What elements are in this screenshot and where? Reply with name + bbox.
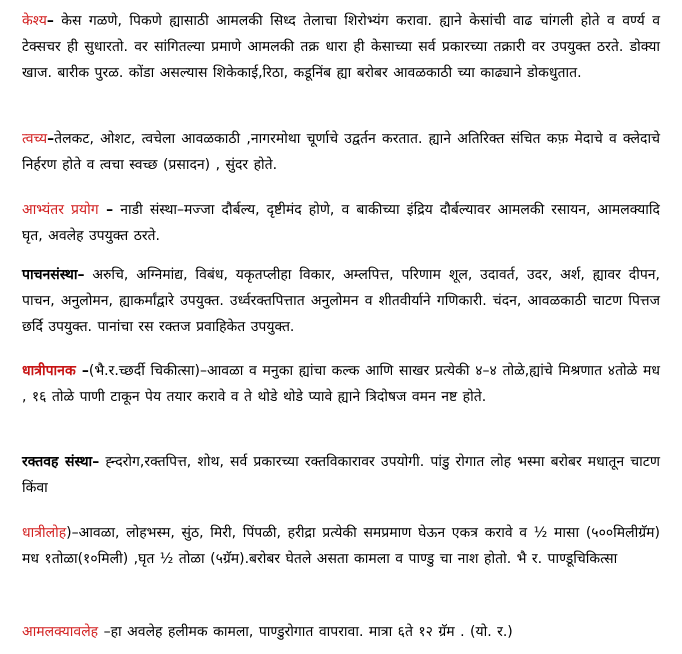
- body-tvachya: तेलकट, ओशट, त्वचेला आवळकाठी ,नागरमोथा चूर्णाचे उद्वर्तन करतात. ह्याने अतिरिक्त संचित कफ़ मेदाचे व क्लेदाचे निर्हरण होते व त्वचा स्वच्छ (प्रसादन) , सुंदर होते.: [22, 131, 660, 173]
- heading-pachan-sanstha: पाचनसंस्था: [22, 267, 78, 283]
- paragraph-pachan-sanstha: [22, 262, 660, 340]
- body-keshya: केस गळणे, पिकणे ह्यासाठी आमलकी सिध्द तेलाचा शिरोभ्यंग करावा. ह्याने केसांची वाढ चांगली होते व वर्ण्य व टेक्सचर ही सुधारतो. वर सांगितल्या प्रमाणे आमलकी तक्र धारा ही केसाच्या सर्व प्रकारच्या तक्रारी वर उपयुक्त ठरते. डोक्या खाज. बारीक पुरळ. कोंडा असल्यास शिकेकाई,रिठा, कडूनिंब ह्या बरोबर आवळकाठी च्या काढ्याने डोकधुतात.: [22, 13, 660, 81]
- heading-tvachya: त्वच्य: [22, 131, 48, 147]
- paragraph-tvachya: [22, 126, 660, 178]
- heading-raktavah-sanstha: रक्तवह संस्था: [22, 454, 93, 470]
- body-raktavah-sanstha: ह्न्दरोग,रक्तपित्त, शोथ, सर्व प्रकारच्या रक्तविकारावर उपयोगी. पांडु रोगात लोह भस्मा बरोबर मधातून चाटण किंवा: [22, 454, 660, 496]
- paragraph-dhatriloh: [22, 520, 660, 572]
- paragraph-amalakyavaleh: [22, 619, 660, 645]
- separator-pachan-sanstha: –: [77, 267, 85, 283]
- body-amalakyavaleh: –हा अवलेह हलीमक कामला, पाण्डुरोगात वापरावा. मात्रा ६ते १२ ग्रॅम . (यो. र.): [98, 624, 513, 640]
- heading-abhyantar-prayog: आभ्यंतर प्रयोग: [22, 202, 99, 218]
- paragraph-keshya: [22, 8, 660, 86]
- paragraph-abhyantar-prayog: [22, 197, 660, 249]
- separator-tvachya: –: [47, 131, 55, 147]
- separator-keshya: –: [46, 13, 54, 29]
- paragraph-dhatripanak: [22, 358, 660, 410]
- body-dhatriloh: )–आवळा, लोहभस्म, सुंठ, मिरी, पिंपळी, हरीद्रा प्रत्येकी समप्रमाण घेऊन एकत्र करावे व ½ मासा (५००मिलीग्रॅम) मध १तोळा(१०मिली) ,घृत ½ तोळा (५ग्रॅम).बरोबर घेतले असता कामला व पाण्डु चा नाश होतो. भै र. पाण्डूचिकित्सा: [22, 525, 660, 567]
- heading-amalakyavaleh: आमलक्यावलेह: [22, 624, 99, 640]
- separator-raktavah-sanstha: –: [92, 454, 100, 470]
- body-dhatripanak: (भै.र.च्छर्दी चिकीत्सा)–आवळा व मनुका ह्यांचा कल्क आणि साखर प्रत्येकी ४–४ तोळे,ह्यांचे मिश्रणात ४तोळे मध , १६ तोळे पाणी टाकून पेय तयार करावे व ते थोडे थोडे प्यावे ह्याने त्रिदोषज वमन नष्ट होते.: [22, 363, 661, 405]
- heading-keshya: केश्य: [22, 13, 47, 29]
- heading-dhatripanak: धात्रीपानक: [22, 363, 76, 379]
- separator-abhyantar-prayog: –: [98, 202, 114, 218]
- body-pachan-sanstha: अरुचि, अग्निमांद्य, विबंध, यकृतप्लीहा विकार, अम्लपित्त, परिणाम शूल, उदावर्त, उदर, अर्श, ह्यावर दीपन, पाचन, अनुलोमन, ह्याकर्मांद्वारे उपयुक्त. उर्ध्वरक्तपित्तात अनुलोमन व शीतवीर्याने गणिकारी. चंदन, आवळकाठी चाटण पित्तज छर्दि उपयुक्त. पानांचा रस रक्तज प्रवाहिकेत उपयुक्त.: [22, 267, 660, 335]
- paragraph-raktavah-sanstha: [22, 449, 660, 501]
- separator-dhatripanak: –: [75, 363, 89, 379]
- heading-dhatriloh: धात्रीलोह: [22, 525, 67, 541]
- body-abhyantar-prayog: नाडी संस्था–मज्जा दौर्बल्य, दृष्टीमंद होणे, व बाकीच्या इंद्रिय दौर्बल्यावर आमलकी रसायन, आमलक्यादि घृत, अवलेह उपयुक्त ठरते.: [22, 202, 660, 244]
